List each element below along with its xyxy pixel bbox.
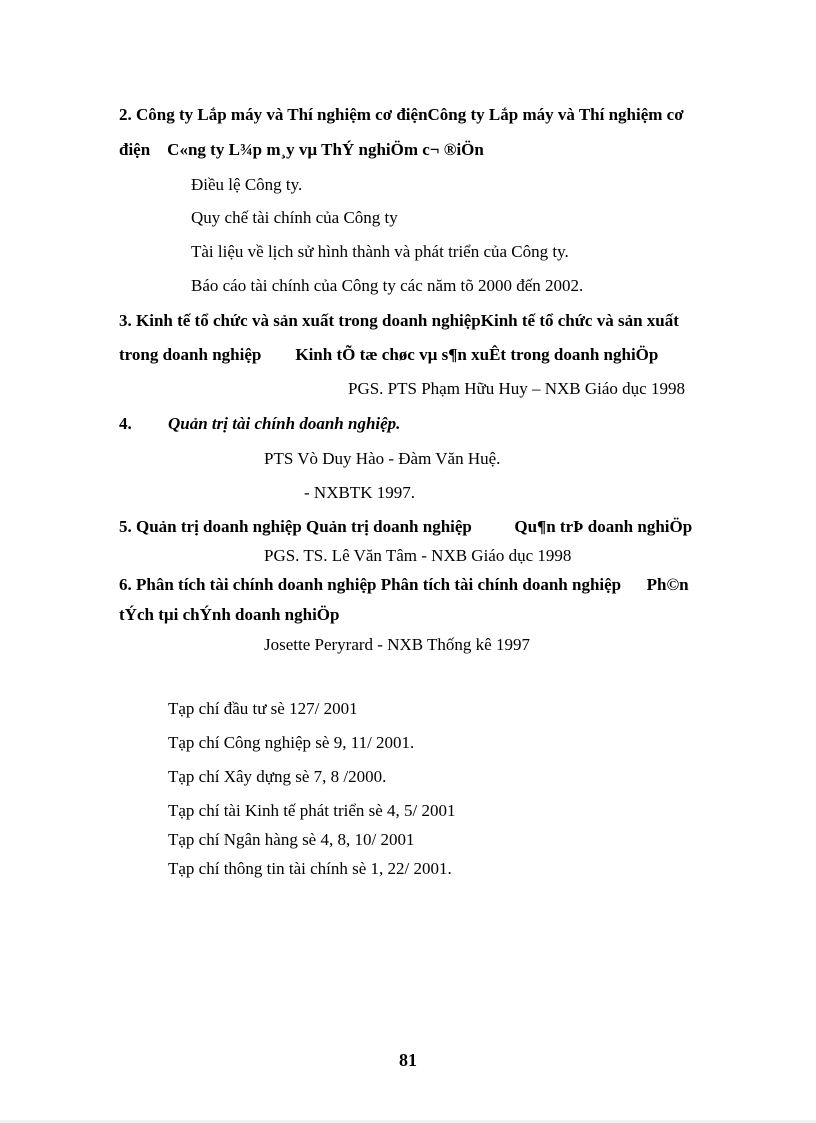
entry-3-title-line-2: trong doanh nghiệp Kinh tÕ tæ chøc vµ s¶n xuÊt trong doanh nghiÖp bbox=[119, 345, 659, 364]
entry-5-author: PGS. TS. Lê Văn Tâm - NXB Giáo dục 1998 bbox=[264, 546, 572, 565]
journal-item: Tạp chí đầu tư sè 127/ 2001 bbox=[168, 699, 358, 718]
entry-3-author: PGS. PTS Phạm Hữu Huy – NXB Giáo dục 1998 bbox=[348, 379, 685, 398]
entry-2-item: Tài liệu về lịch sử hình thành và phát triển của Công ty. bbox=[191, 242, 569, 261]
entry-4-author: PTS Vò Duy Hào - Đàm Văn Huệ. bbox=[264, 449, 501, 468]
entry-4-number: 4. bbox=[119, 414, 132, 433]
entry-5-title: 5. Quản trị doanh nghiệp Quản trị doanh nghiệp Qu¶n trÞ doanh nghiÖp bbox=[119, 517, 693, 536]
journal-item: Tạp chí tài Kinh tế phát triển sè 4, 5/ 2001 bbox=[168, 801, 456, 820]
entry-4-title: Quản trị tài chính doanh nghiệp. bbox=[168, 414, 401, 433]
entry-3-title-line-1: 3. Kinh tế tổ chức và sản xuất trong doanh nghiệpKinh tế tổ chức và sản xuất bbox=[119, 311, 679, 330]
journal-item: Tạp chí Công nghiệp sè 9, 11/ 2001. bbox=[168, 733, 415, 752]
entry-2-title-line-1: 2. Công ty Lắp máy và Thí nghiệm cơ điệnCông ty Lắp máy và Thí nghiệm cơ bbox=[119, 105, 684, 124]
entry-2-item: Báo cáo tài chính của Công ty các năm tõ 2000 đến 2002. bbox=[191, 276, 584, 295]
page-number: 81 bbox=[399, 1050, 417, 1070]
entry-2-item: Quy chế tài chính của Công ty bbox=[191, 208, 398, 227]
journal-item: Tạp chí thông tin tài chính sè 1, 22/ 2001. bbox=[168, 859, 452, 878]
entry-2-title-line-2: điện C«ng ty L¾p m¸y vµ ThÝ nghiÖm c¬ ®iÖn bbox=[119, 140, 484, 159]
entry-6-author: Josette Peryrard - NXB Thống kê 1997 bbox=[264, 635, 530, 654]
journal-item: Tạp chí Ngân hàng sè 4, 8, 10/ 2001 bbox=[168, 830, 415, 849]
entry-4-publisher: - NXBTK 1997. bbox=[304, 483, 415, 502]
entry-6-title-line-1: 6. Phân tích tài chính doanh nghiệp Phân tích tài chính doanh nghiệp Ph©n bbox=[119, 575, 689, 594]
journal-item: Tạp chí Xây dựng sè 7, 8 /2000. bbox=[168, 767, 387, 786]
entry-2-item: Điều lệ Công ty. bbox=[191, 175, 303, 194]
entry-6-title-line-2: tÝch tµi chÝnh doanh nghiÖp bbox=[119, 605, 340, 624]
